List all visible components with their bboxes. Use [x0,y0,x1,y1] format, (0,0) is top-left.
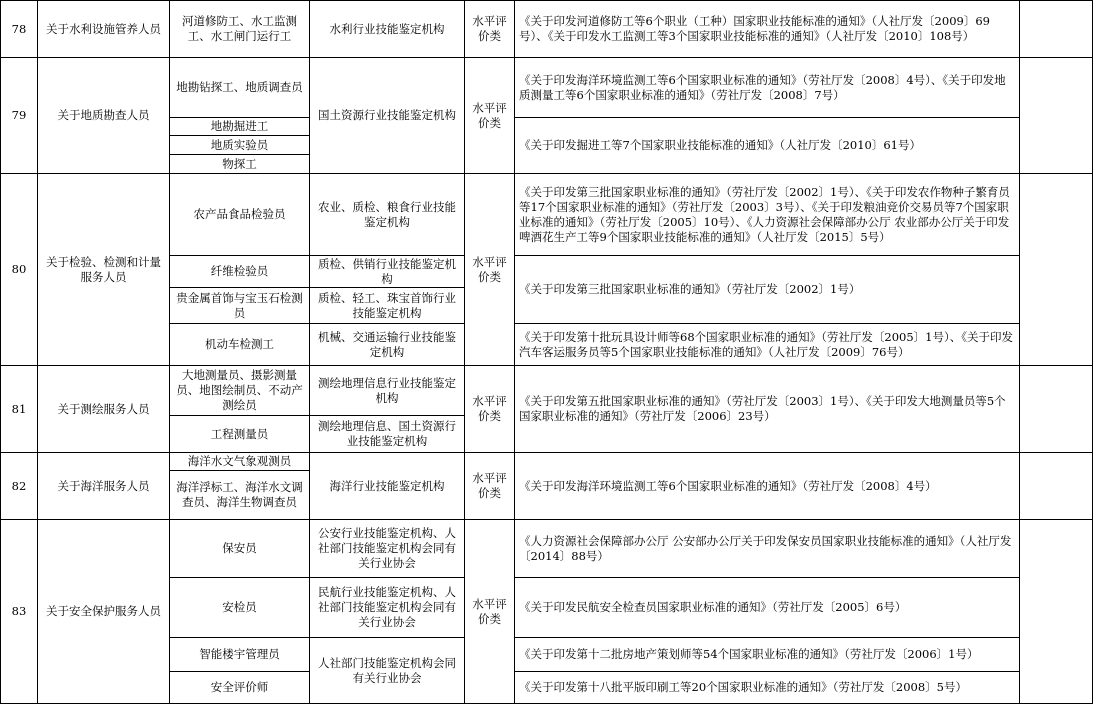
row-number: 82 [0,453,38,520]
agency-cell: 海洋行业技能鉴定机构 [310,453,465,520]
occupation-cell: 农产品食品检验员 [170,174,310,256]
category-cell: 关于地质勘查人员 [38,58,170,174]
occupation-cell: 纤维检验员 [170,256,310,288]
basis-cell: 《关于印发第三批国家职业标准的通知》（劳社厅发〔2002〕1号）、《关于印发农作物种子繁育员等17个国家职业标准的通知》（劳社厅发〔2003〕3号）、《关于印发粮油竞价交易员等7个国家职业标准的通知》（劳社厅发〔2005〕10号）、《人力资源社会保障部办公厅 农业部办公厅关于印发啤酒花生产工等9个国家职业技能标准的通知》（人社厅发〔2015〕5号） [515,174,1020,256]
agency-cell: 质检、供销行业技能鉴定机构 [310,256,465,288]
basis-cell: 《关于印发河道修防工等6个职业（工种）国家职业技能标准的通知》（人社厅发〔2009〕69号）、《关于印发水工监测工等3个国家职业技能标准的通知》（人社厅发〔2010〕108号） [515,0,1020,58]
eval-type-cell: 水平评价类 [465,520,515,704]
basis-cell: 《关于印发海洋环境监测工等6个国家职业标准的通知》（劳社厅发〔2008〕4号）、《关于印发地质测量工等6个国家职业标准的通知》（劳社厅发〔2008〕7号） [515,58,1020,118]
occupation-cell: 大地测量员、摄影测量员、地图绘制员、不动产测绘员 [170,366,310,416]
eval-type-cell: 水平评价类 [465,58,515,174]
basis-cell: 《关于印发海洋环境监测工等6个国家职业标准的通知》（劳社厅发〔2008〕4号） [515,453,1020,520]
row-number: 78 [0,0,38,58]
occupation-cell: 智能楼宇管理员 [170,638,310,672]
agency-cell: 测绘地理信息行业技能鉴定机构 [310,366,465,416]
agency-cell: 公安行业技能鉴定机构、人社部门技能鉴定机构会同有关行业协会 [310,520,465,578]
occupation-cell: 地勘掘进工 [170,118,310,136]
occupation-cell: 海洋浮标工、海洋水文调查员、海洋生物调查员 [170,471,310,520]
basis-cell: 《关于印发民航安全检查员国家职业标准的通知》（劳社厅发〔2005〕6号） [515,578,1020,638]
occupation-cell: 工程测量员 [170,416,310,453]
occupation-cell: 海洋水文气象观测员 [170,453,310,471]
occupation-cell: 安全评价师 [170,672,310,704]
remarks-cell [1020,520,1093,704]
category-cell: 关于海洋服务人员 [38,453,170,520]
occupation-cell: 河道修防工、水工监测工、水工闸门运行工 [170,0,310,58]
agency-cell: 国土资源行业技能鉴定机构 [310,58,465,174]
eval-type-cell: 水平评价类 [465,0,515,58]
remarks-cell [1020,366,1093,453]
occupation-cell: 贵金属首饰与宝玉石检测员 [170,288,310,324]
basis-cell: 《关于印发第十八批平版印刷工等20个国家职业标准的通知》（劳社厅发〔2008〕5号） [515,672,1020,704]
eval-type-cell: 水平评价类 [465,366,515,453]
basis-cell: 《关于印发第三批国家职业标准的通知》（劳社厅发〔2002〕1号） [515,256,1020,324]
agency-cell: 机械、交通运输行业技能鉴定机构 [310,324,465,366]
row-number: 81 [0,366,38,453]
agency-cell: 农业、质检、粮食行业技能鉴定机构 [310,174,465,256]
basis-cell: 《关于印发第十二批房地产策划师等54个国家职业标准的通知》（劳社厅发〔2006〕1号） [515,638,1020,672]
agency-cell: 质检、轻工、珠宝首饰行业技能鉴定机构 [310,288,465,324]
occupation-cell: 物探工 [170,155,310,174]
basis-cell: 《关于印发第十批玩具设计师等68个国家职业标准的通知》（劳社厅发〔2005〕1号）、《关于印发汽车客运服务员等5个国家职业技能标准的通知》（人社厅发〔2009〕76号） [515,324,1020,366]
category-cell: 关于安全保护服务人员 [38,520,170,704]
occupation-cell: 机动车检测工 [170,324,310,366]
occupation-cell: 安检员 [170,578,310,638]
occupation-cell: 保安员 [170,520,310,578]
row-number: 80 [0,174,38,366]
remarks-cell [1020,0,1093,58]
agency-cell: 民航行业技能鉴定机构、人社部门技能鉴定机构会同有关行业协会 [310,578,465,638]
eval-type-cell: 水平评价类 [465,453,515,520]
category-cell: 关于水利设施管养人员 [38,0,170,58]
remarks-cell [1020,453,1093,520]
row-number: 83 [0,520,38,704]
basis-cell: 《人力资源社会保障部办公厅 公安部办公厅关于印发保安员国家职业技能标准的通知》（人社厅发〔2014〕88号） [515,520,1020,578]
row-number: 79 [0,58,38,174]
remarks-cell [1020,174,1093,366]
remarks-cell [1020,58,1093,174]
agency-cell: 人社部门技能鉴定机构会同有关行业协会 [310,638,465,704]
agency-cell: 水利行业技能鉴定机构 [310,0,465,58]
agency-cell: 测绘地理信息、国土资源行业技能鉴定机构 [310,416,465,453]
occupation-cell: 地勘钻探工、地质调查员 [170,58,310,118]
eval-type-cell: 水平评价类 [465,174,515,366]
basis-cell: 《关于印发掘进工等7个国家职业技能标准的通知》（人社厅发〔2010〕61号） [515,118,1020,174]
category-cell: 关于检验、检测和计量服务人员 [38,174,170,366]
basis-cell: 《关于印发第五批国家职业标准的通知》（劳社厅发〔2003〕1号）、《关于印发大地测量员等5个国家职业标准的通知》（劳社厅发〔2006〕23号） [515,366,1020,453]
occupation-cell: 地质实验员 [170,136,310,155]
category-cell: 关于测绘服务人员 [38,366,170,453]
